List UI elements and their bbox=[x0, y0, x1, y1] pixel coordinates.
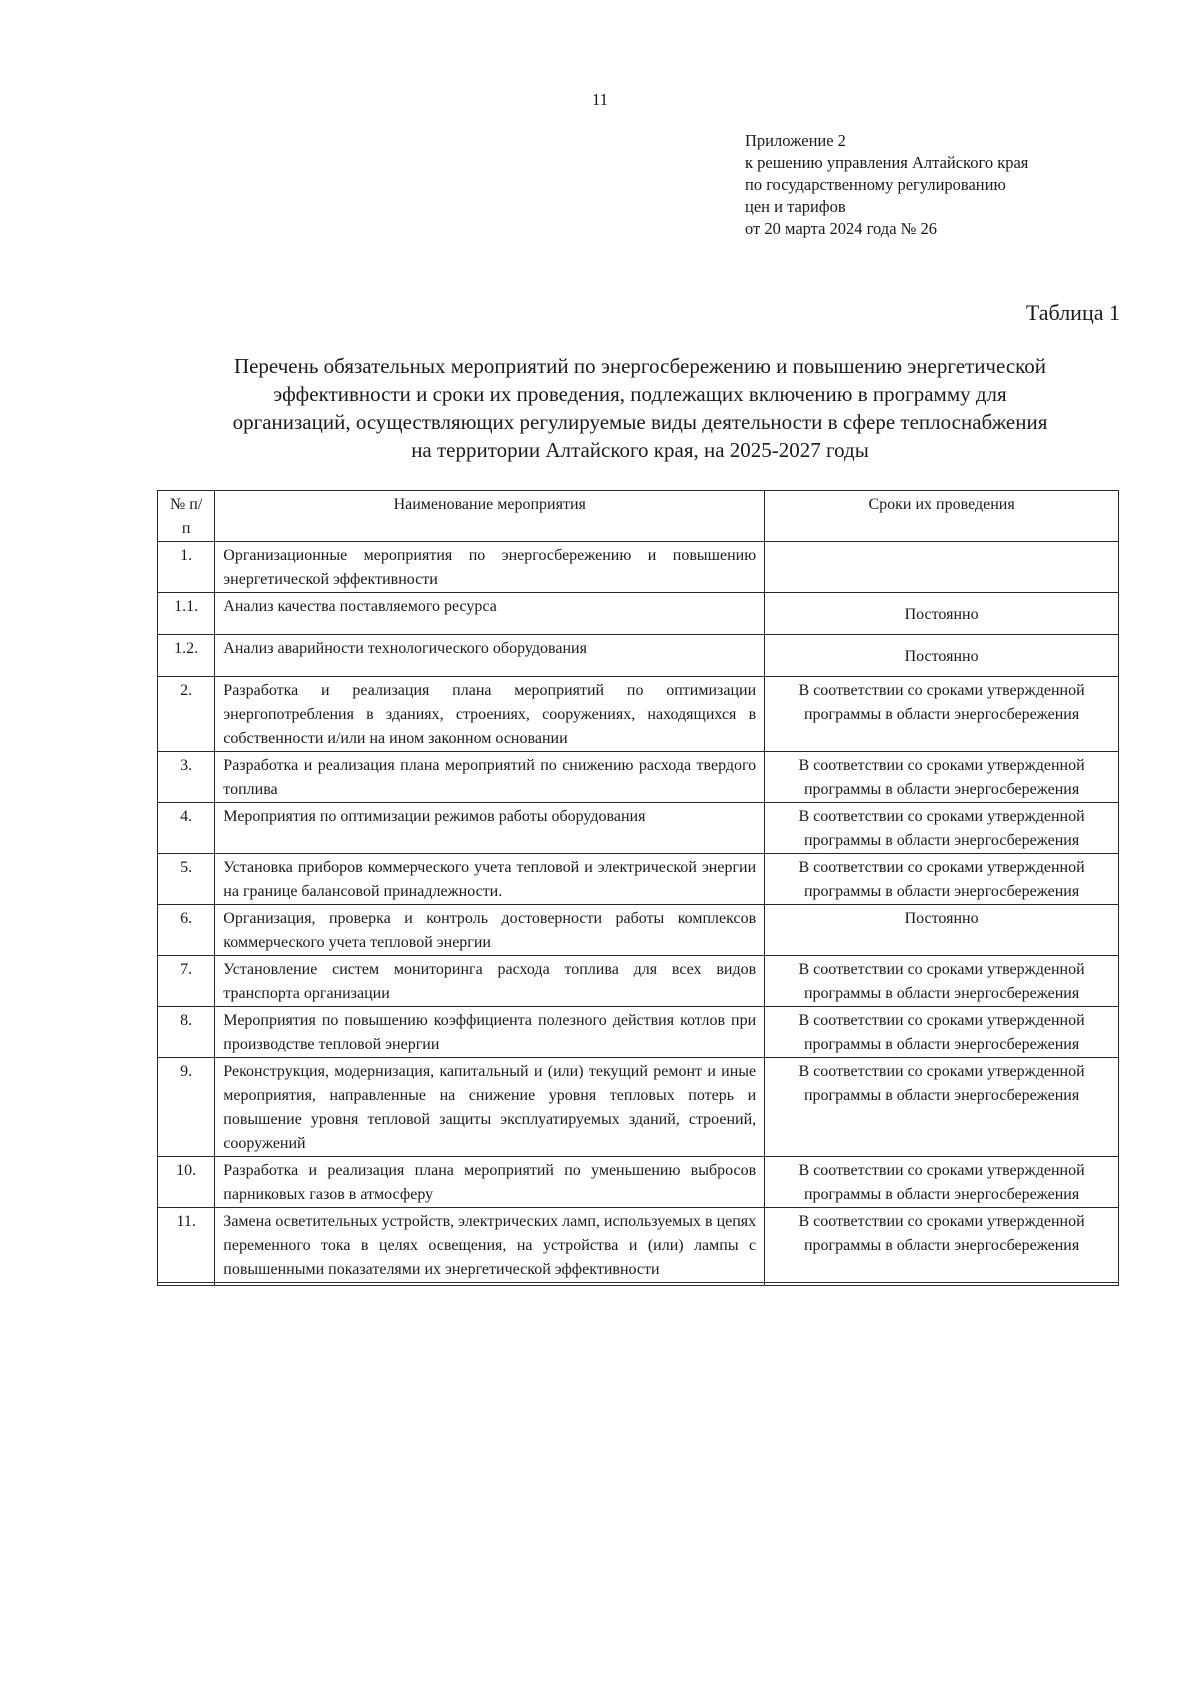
row-term: В соответствии со сроками утвержденной программы в области энергосбережения bbox=[765, 1058, 1119, 1157]
row-name: Мероприятия по оптимизации режимов работы оборудования bbox=[215, 803, 765, 854]
title-line: Перечень обязательных мероприятий по энергосбережению и повышению энергетической bbox=[233, 354, 1047, 378]
measures-table bbox=[157, 490, 1119, 1286]
table-label: Таблица 1 bbox=[1025, 300, 1120, 325]
row-name: Мероприятия по повышению коэффициента полезного действия котлов при производстве тепловой энергии bbox=[215, 1007, 765, 1058]
row-num: 5. bbox=[158, 854, 215, 905]
appendix-block bbox=[745, 130, 1165, 240]
row-term: В соответствии со сроками утвержденной программы в области энергосбережения bbox=[765, 752, 1119, 803]
row-num: 1.2. bbox=[158, 635, 215, 677]
table-row bbox=[158, 854, 1119, 905]
table-row bbox=[158, 1058, 1119, 1157]
row-term bbox=[765, 542, 1119, 593]
row-term: В соответствии со сроками утвержденной программы в области энергосбережения bbox=[765, 803, 1119, 854]
title-line: на территории Алтайского края, на 2025-2027 годы bbox=[411, 438, 869, 462]
row-term: В соответствии со сроками утвержденной программы в области энергосбережения bbox=[765, 956, 1119, 1007]
table-row bbox=[158, 635, 1119, 677]
row-name: Установление систем мониторинга расхода топлива для всех видов транспорта организации bbox=[215, 956, 765, 1007]
row-name: Анализ качества поставляемого ресурса bbox=[215, 593, 765, 635]
table-row bbox=[158, 803, 1119, 854]
row-num: 7. bbox=[158, 956, 215, 1007]
row-term: Постоянно bbox=[765, 635, 1119, 677]
appendix-line: к решению управления Алтайского края bbox=[745, 153, 1029, 172]
row-term: Постоянно bbox=[765, 905, 1119, 956]
row-term bbox=[765, 1283, 1119, 1286]
table-row bbox=[158, 677, 1119, 752]
row-num: 3. bbox=[158, 752, 215, 803]
table-row bbox=[158, 593, 1119, 635]
row-num: 8. bbox=[158, 1007, 215, 1058]
row-term: В соответствии со сроками утвержденной программы в области энергосбережения bbox=[765, 677, 1119, 752]
row-num: 11. bbox=[158, 1208, 215, 1283]
table-row bbox=[158, 1208, 1119, 1283]
table-row bbox=[158, 956, 1119, 1007]
row-name: Замена осветительных устройств, электрических ламп, используемых в цепях переменного тока в целях освещения, на устройства и (или) лампы с повышенными показателями их энергетической эффективности bbox=[215, 1208, 765, 1283]
row-name: Реконструкция, модернизация, капитальный и (или) текущий ремонт и иные мероприятия, направленные на снижение уровня тепловых потерь и повышение уровня тепловой защиты эксплуатируемых зданий, строений, сооружений bbox=[215, 1058, 765, 1157]
row-num: 10. bbox=[158, 1157, 215, 1208]
row-num: 2. bbox=[158, 677, 215, 752]
row-term: В соответствии со сроками утвержденной программы в области энергосбережения bbox=[765, 1007, 1119, 1058]
row-term: В соответствии со сроками утвержденной программы в области энергосбережения bbox=[765, 854, 1119, 905]
row-num: 1. bbox=[158, 542, 215, 593]
table-row bbox=[158, 1007, 1119, 1058]
header-num: № п/п bbox=[158, 491, 215, 542]
table-row bbox=[158, 1283, 1119, 1286]
row-num bbox=[158, 1283, 215, 1286]
row-name: Организация, проверка и контроль достоверности работы комплексов коммерческого учета тепловой энергии bbox=[215, 905, 765, 956]
title-line: организаций, осуществляющих регулируемые виды деятельности в сфере теплоснабжения bbox=[232, 410, 1048, 434]
row-name: Разработка и реализация плана мероприятий по оптимизации энергопотребления в зданиях, строениях, сооружениях, находящихся в собственности и/или на ином законном основании bbox=[215, 677, 765, 752]
header-term: Сроки их проведения bbox=[765, 491, 1119, 542]
appendix-line: от 20 марта 2024 года № 26 bbox=[745, 219, 938, 238]
row-num: 9. bbox=[158, 1058, 215, 1157]
row-num: 1.1. bbox=[158, 593, 215, 635]
table-header-row bbox=[158, 491, 1119, 542]
appendix-line: по государственному регулированию bbox=[745, 175, 1006, 194]
appendix-line: Приложение 2 bbox=[745, 131, 846, 150]
row-term: В соответствии со сроками утвержденной программы в области энергосбережения bbox=[765, 1157, 1119, 1208]
row-term: В соответствии со сроками утвержденной программы в области энергосбережения bbox=[765, 1208, 1119, 1283]
row-name: Разработка и реализация плана мероприятий по снижению расхода твердого топлива bbox=[215, 752, 765, 803]
row-term: Постоянно bbox=[765, 593, 1119, 635]
table-row bbox=[158, 752, 1119, 803]
appendix-line: цен и тарифов bbox=[745, 197, 846, 216]
table-row bbox=[158, 542, 1119, 593]
row-name: Анализ аварийности технологического оборудования bbox=[215, 635, 765, 677]
row-name bbox=[215, 1283, 765, 1286]
table-row bbox=[158, 1157, 1119, 1208]
row-name: Установка приборов коммерческого учета тепловой и электрической энергии на границе балансовой принадлежности. bbox=[215, 854, 765, 905]
row-num: 4. bbox=[158, 803, 215, 854]
row-name: Организационные мероприятия по энергосбережению и повышению энергетической эффективности bbox=[215, 542, 765, 593]
document-title bbox=[150, 352, 1130, 464]
header-name: Наименование мероприятия bbox=[215, 491, 765, 542]
row-num: 6. bbox=[158, 905, 215, 956]
page-number: 11 bbox=[591, 90, 609, 109]
row-name: Разработка и реализация плана мероприятий по уменьшению выбросов парниковых газов в атмосферу bbox=[215, 1157, 765, 1208]
table-row bbox=[158, 905, 1119, 956]
title-line: эффективности и сроки их проведения, подлежащих включению в программу для bbox=[273, 382, 1007, 406]
